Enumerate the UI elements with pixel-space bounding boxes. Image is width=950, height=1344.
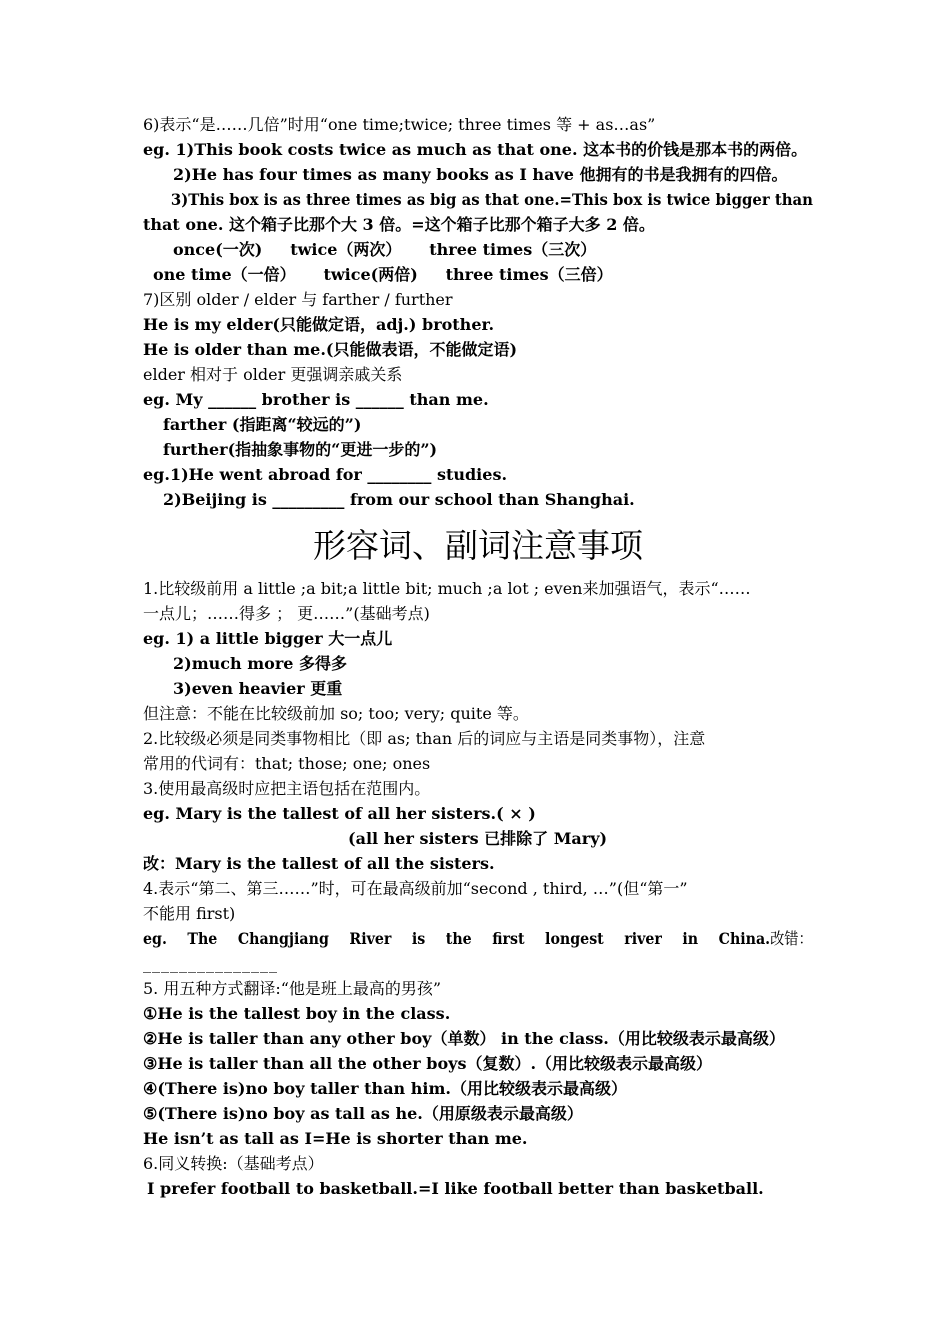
text-line: eg. 1) a little bigger 大一点儿 [143,629,393,648]
text-line: 7)区别 older / elder 与 farther / further [143,290,453,309]
document-page [143,112,813,1201]
text-line: 1.比较级前用 a little ;a bit;a little bit; much ;a lot ; even来加强语气，表示“…… [143,579,751,598]
text-line: further(指抽象事物的“更进一步的”) [163,440,438,459]
text-line: eg. 1)This book costs twice as much as that one. 这本书的价钱是那本书的两倍。 [143,140,808,159]
text-line: He isn’t as tall as I=He is shorter than me. [143,1129,528,1148]
blank-line: _______________ [143,954,278,973]
text-line: (all her sisters 已排除了 Mary) [348,829,608,848]
text-line: farther (指距离“较远的”) [163,415,362,434]
text-line: eg. My ______ brother is ______ than me. [143,390,489,409]
text-line: 一点儿；……得多 ； 更……”(基础考点) [143,604,430,623]
text-line: ⑤(There is)no boy as tall as he.（用原级表示最高级） [143,1104,583,1123]
text-line: eg. Mary is the tallest of all her sisters.( × ) [143,804,536,823]
text-line: once(一次) twice（两次） three times（三次） [173,240,597,259]
text-line: one time（一倍） twice(两倍) three times（三倍） [153,265,613,284]
text-line: 2)Beijing is _________ from our school than Shanghai. [163,490,635,509]
text-line: 4.表示“第二、第三……”时，可在最高级前加“second , third, …”(但“第一” [143,879,688,898]
text-line: ④(There is)no boy taller than him.（用比较级表示最高级） [143,1079,627,1098]
text-line: 2)He has four times as many books as I have 他拥有的书是我拥有的四倍。 [173,165,788,184]
text-line: that one. 这个箱子比那个大 3 倍。=这个箱子比那个箱子大多 2 倍。 [143,215,655,234]
text-line: 常用的代词有：that; those; one; ones [143,754,431,773]
text-line: 3)This box is as three times as big as that one.=This box is twice bigger than [170,190,813,209]
text-line: ①He is the tallest boy in the class. [143,1004,451,1023]
text-line: ②He is taller than any other boy（单数） in the class.（用比较级表示最高级） [143,1029,785,1048]
text-line: ③He is taller than all the other boys（复数）.（用比较级表示最高级） [143,1054,713,1073]
text-line: 3.使用最高级时应把主语包括在范围内。 [143,779,431,798]
text-line: 2.比较级必须是同类事物相比（即 as; than 后的词应与主语是同类事物），注意 [143,729,706,748]
text-line: 2)much more 多得多 [173,654,347,673]
text-line: I prefer football to basketball.=I like football better than basketball. [147,1179,764,1198]
text-line: 改：Mary is the tallest of all the sisters. [143,854,495,873]
text-line: 6.同义转换:（基础考点） [143,1154,324,1173]
section-title: 形容词、副词注意事项 [313,526,643,565]
text-line: eg.1)He went abroad for ________ studies. [143,465,508,484]
text-line: 6)表示“是……几倍”时用“one time;twice; three times 等 + as…as” [143,115,656,134]
error-correction-line [143,926,813,951]
text-line: 3)even heavier 更重 [173,679,343,698]
text-line: 不能用 first) [143,904,236,923]
text-line: elder 相对于 older 更强调亲戚关系 [143,365,403,384]
text-line: He is my elder(只能做定语，adj.) brother. [143,315,495,334]
sentence-text: eg. The Changjiang River is the first longest river in China. [143,929,771,948]
text-line: 但注意：不能在比较级前加 so; too; very; quite 等。 [143,704,529,723]
correction-label: 改错： [770,929,813,948]
text-line: He is older than me.(只能做表语，不能做定语) [143,340,518,359]
text-line: 5. 用五种方式翻译:“他是班上最高的男孩” [143,979,442,998]
